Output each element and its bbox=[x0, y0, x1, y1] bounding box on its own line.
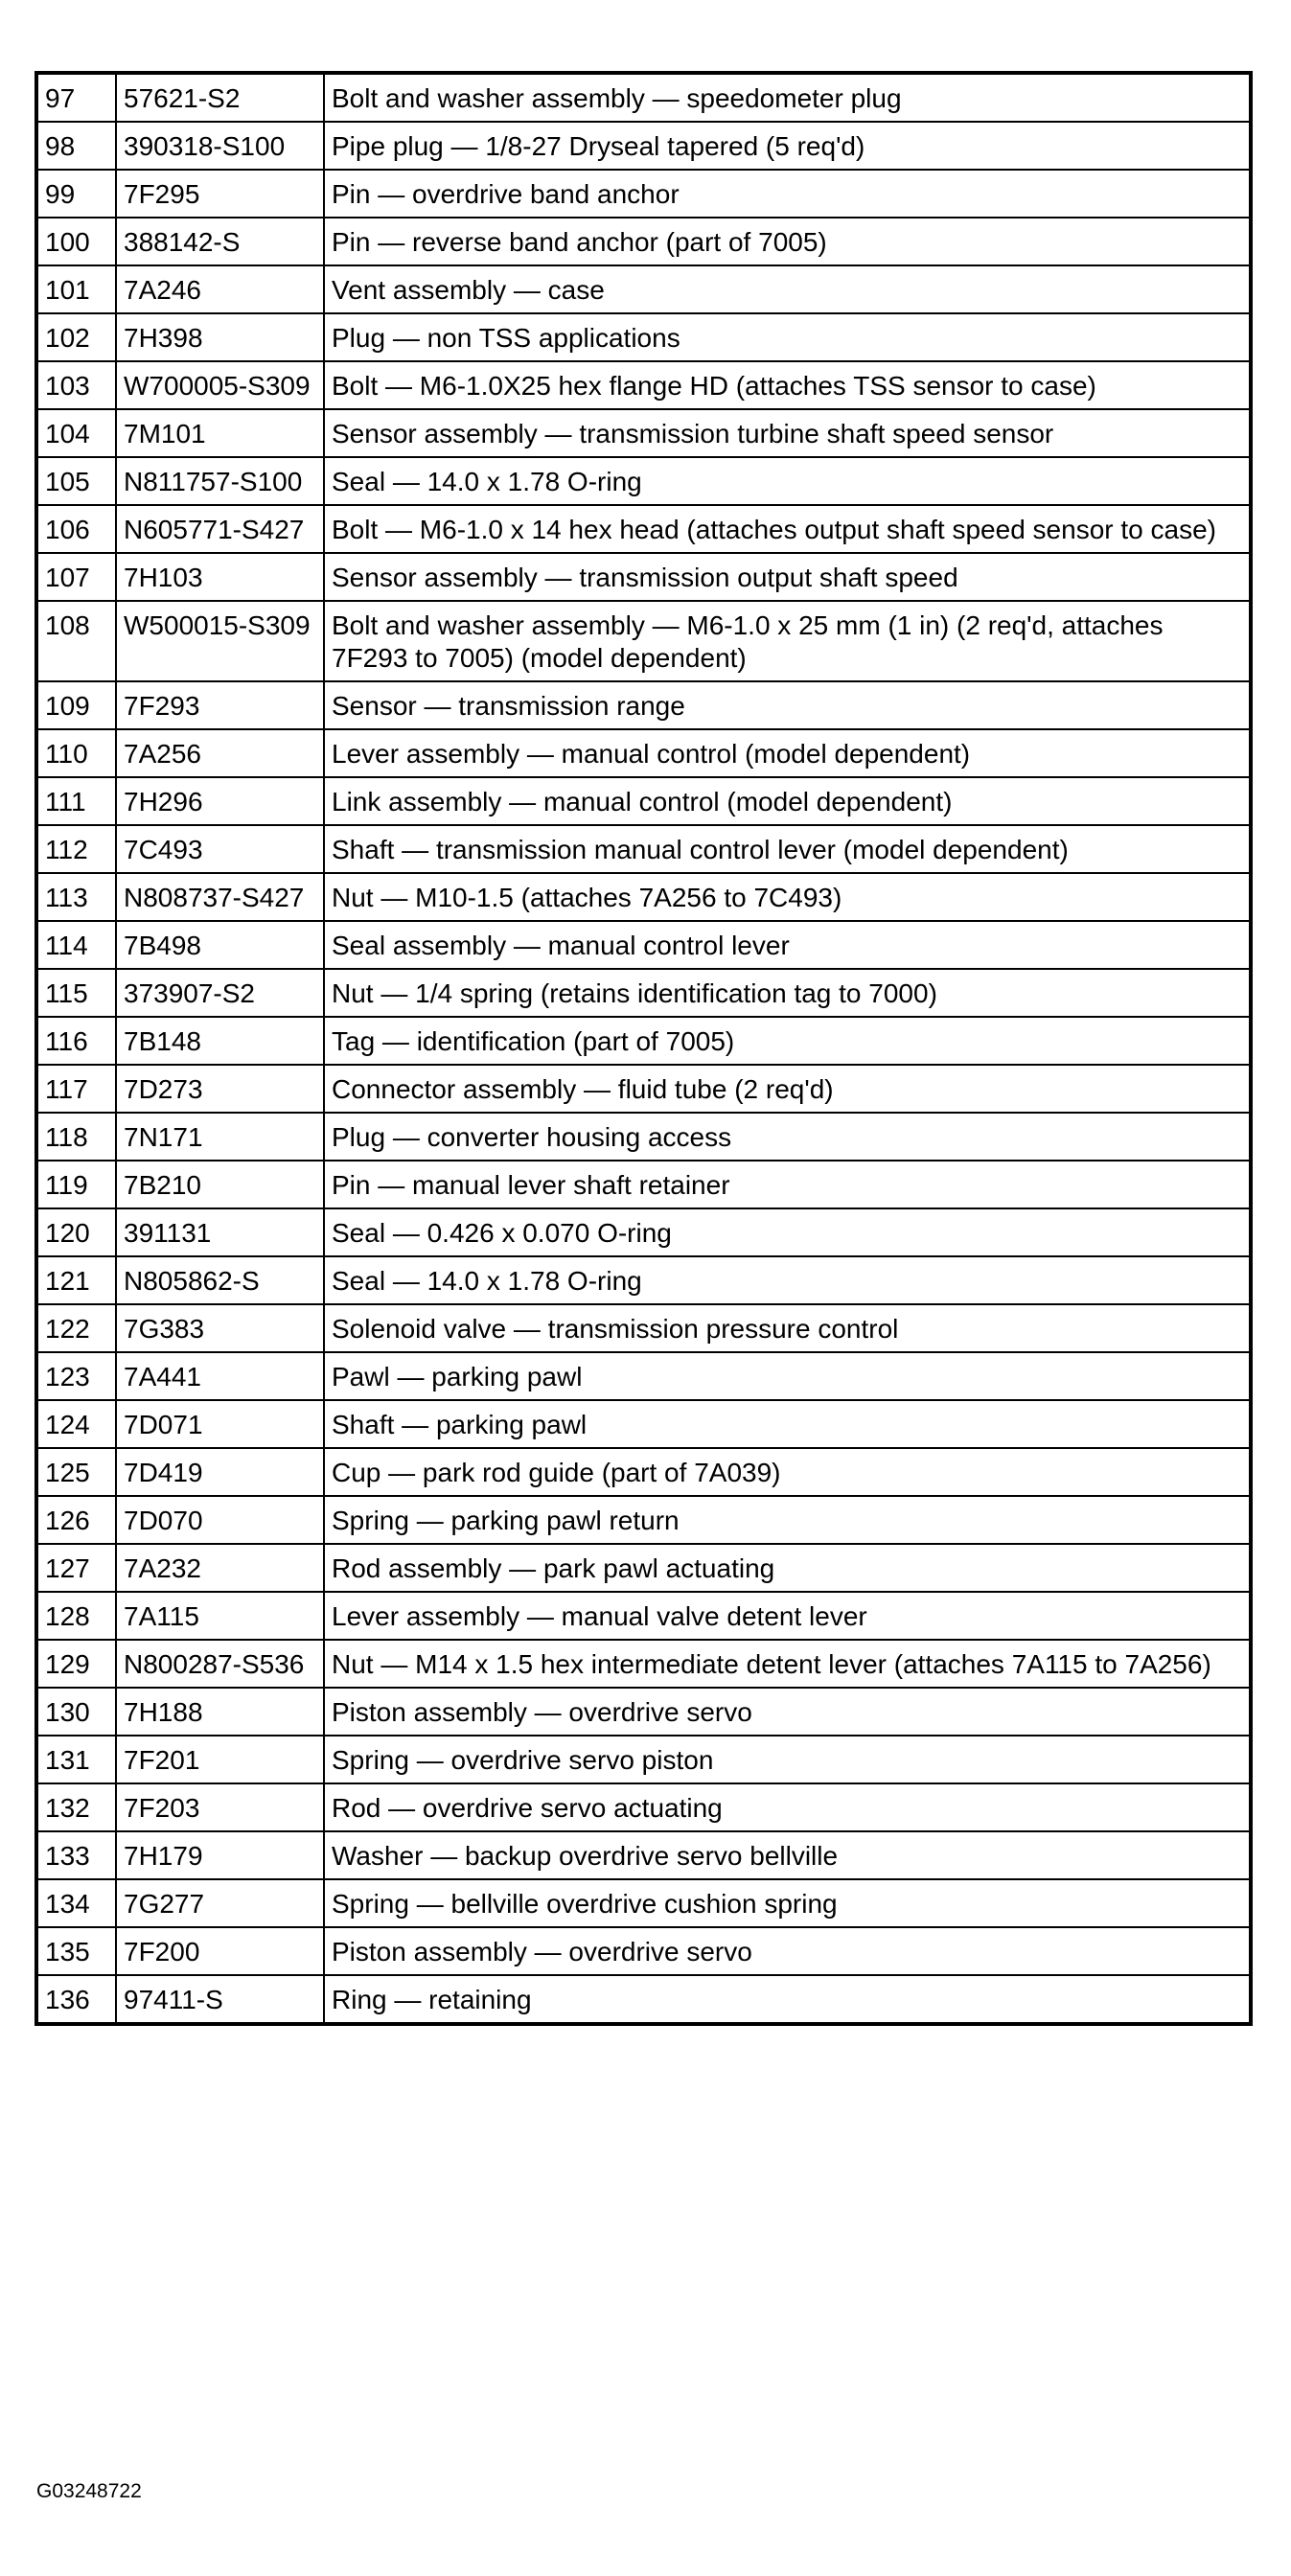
part-number-cell: 7D070 bbox=[116, 1496, 324, 1544]
part-number-cell: N605771-S427 bbox=[116, 505, 324, 553]
item-number-cell: 111 bbox=[36, 777, 116, 825]
part-number-cell: 373907-S2 bbox=[116, 969, 324, 1017]
description-cell: Sensor — transmission range bbox=[324, 681, 1251, 729]
description-cell: Rod — overdrive servo actuating bbox=[324, 1783, 1251, 1831]
part-number-cell: 7F201 bbox=[116, 1736, 324, 1783]
part-number-cell: 7B210 bbox=[116, 1161, 324, 1208]
table-row bbox=[36, 825, 1251, 873]
description-cell: Piston assembly — overdrive servo bbox=[324, 1688, 1251, 1736]
part-number-cell: 7N171 bbox=[116, 1113, 324, 1161]
description-cell: Spring — overdrive servo piston bbox=[324, 1736, 1251, 1783]
table-row bbox=[36, 1879, 1251, 1927]
table-row bbox=[36, 729, 1251, 777]
description-cell: Spring — parking pawl return bbox=[324, 1496, 1251, 1544]
part-number-cell: N811757-S100 bbox=[116, 457, 324, 505]
item-number-cell: 117 bbox=[36, 1065, 116, 1113]
description-cell: Link assembly — manual control (model dependent) bbox=[324, 777, 1251, 825]
table-row bbox=[36, 1208, 1251, 1256]
part-number-cell: 7H398 bbox=[116, 313, 324, 361]
table-row bbox=[36, 969, 1251, 1017]
table-row bbox=[36, 1113, 1251, 1161]
part-number-cell: 7A256 bbox=[116, 729, 324, 777]
item-number-cell: 127 bbox=[36, 1544, 116, 1592]
part-number-cell: 7F200 bbox=[116, 1927, 324, 1975]
description-cell: Bolt — M6-1.0X25 hex flange HD (attaches TSS sensor to case) bbox=[324, 361, 1251, 409]
part-number-cell: 57621-S2 bbox=[116, 73, 324, 122]
item-number-cell: 98 bbox=[36, 122, 116, 170]
description-cell: Seal — 14.0 x 1.78 O-ring bbox=[324, 1256, 1251, 1304]
part-number-cell: 7A232 bbox=[116, 1544, 324, 1592]
description-cell: Pin — reverse band anchor (part of 7005) bbox=[324, 218, 1251, 265]
table-row bbox=[36, 265, 1251, 313]
part-number-cell: 7G383 bbox=[116, 1304, 324, 1352]
description-cell: Rod assembly — park pawl actuating bbox=[324, 1544, 1251, 1592]
description-cell: Lever assembly — manual valve detent lever bbox=[324, 1592, 1251, 1640]
item-number-cell: 107 bbox=[36, 553, 116, 601]
part-number-cell: 7C493 bbox=[116, 825, 324, 873]
description-cell: Nut — M14 x 1.5 hex intermediate detent lever (attaches 7A115 to 7A256) bbox=[324, 1640, 1251, 1688]
description-cell: Lever assembly — manual control (model dependent) bbox=[324, 729, 1251, 777]
item-number-cell: 105 bbox=[36, 457, 116, 505]
item-number-cell: 102 bbox=[36, 313, 116, 361]
item-number-cell: 109 bbox=[36, 681, 116, 729]
description-cell: Shaft — transmission manual control lever (model dependent) bbox=[324, 825, 1251, 873]
part-number-cell: 7H179 bbox=[116, 1831, 324, 1879]
table-row bbox=[36, 1352, 1251, 1400]
table-row bbox=[36, 1496, 1251, 1544]
item-number-cell: 129 bbox=[36, 1640, 116, 1688]
table-row bbox=[36, 601, 1251, 681]
item-number-cell: 108 bbox=[36, 601, 116, 681]
table-row bbox=[36, 1688, 1251, 1736]
part-number-cell: 7F295 bbox=[116, 170, 324, 218]
table-row bbox=[36, 681, 1251, 729]
description-cell: Nut — M10-1.5 (attaches 7A256 to 7C493) bbox=[324, 873, 1251, 921]
table-row bbox=[36, 1544, 1251, 1592]
item-number-cell: 125 bbox=[36, 1448, 116, 1496]
part-number-cell: 7B498 bbox=[116, 921, 324, 969]
table-row bbox=[36, 361, 1251, 409]
table-row bbox=[36, 1256, 1251, 1304]
item-number-cell: 115 bbox=[36, 969, 116, 1017]
description-cell: Solenoid valve — transmission pressure control bbox=[324, 1304, 1251, 1352]
part-number-cell: 391131 bbox=[116, 1208, 324, 1256]
part-number-cell: 7H188 bbox=[116, 1688, 324, 1736]
table-row bbox=[36, 553, 1251, 601]
item-number-cell: 106 bbox=[36, 505, 116, 553]
item-number-cell: 97 bbox=[36, 73, 116, 122]
description-cell: Vent assembly — case bbox=[324, 265, 1251, 313]
part-number-cell: 7D071 bbox=[116, 1400, 324, 1448]
item-number-cell: 114 bbox=[36, 921, 116, 969]
table-row bbox=[36, 1736, 1251, 1783]
table-row bbox=[36, 1065, 1251, 1113]
description-cell: Pin — overdrive band anchor bbox=[324, 170, 1251, 218]
description-cell: Seal — 0.426 x 0.070 O-ring bbox=[324, 1208, 1251, 1256]
table-row bbox=[36, 1592, 1251, 1640]
item-number-cell: 132 bbox=[36, 1783, 116, 1831]
table-row bbox=[36, 777, 1251, 825]
item-number-cell: 136 bbox=[36, 1975, 116, 2024]
item-number-cell: 101 bbox=[36, 265, 116, 313]
part-number-cell: 7A441 bbox=[116, 1352, 324, 1400]
item-number-cell: 128 bbox=[36, 1592, 116, 1640]
table-row bbox=[36, 1975, 1251, 2024]
table-row bbox=[36, 122, 1251, 170]
part-number-cell: 7F203 bbox=[116, 1783, 324, 1831]
description-cell: Connector assembly — fluid tube (2 req'd) bbox=[324, 1065, 1251, 1113]
item-number-cell: 112 bbox=[36, 825, 116, 873]
item-number-cell: 104 bbox=[36, 409, 116, 457]
description-cell: Shaft — parking pawl bbox=[324, 1400, 1251, 1448]
table-row bbox=[36, 409, 1251, 457]
part-number-cell: 97411-S bbox=[116, 1975, 324, 2024]
part-number-cell: 7D273 bbox=[116, 1065, 324, 1113]
part-number-cell: 7A115 bbox=[116, 1592, 324, 1640]
item-number-cell: 119 bbox=[36, 1161, 116, 1208]
part-number-cell: 7A246 bbox=[116, 265, 324, 313]
part-number-cell: 7M101 bbox=[116, 409, 324, 457]
item-number-cell: 118 bbox=[36, 1113, 116, 1161]
part-number-cell: N808737-S427 bbox=[116, 873, 324, 921]
figure-id: G03248722 bbox=[36, 2480, 142, 2502]
description-cell: Bolt and washer assembly — speedometer plug bbox=[324, 73, 1251, 122]
item-number-cell: 130 bbox=[36, 1688, 116, 1736]
table-row bbox=[36, 921, 1251, 969]
table-row bbox=[36, 1017, 1251, 1065]
description-cell: Pipe plug — 1/8-27 Dryseal tapered (5 req'd) bbox=[324, 122, 1251, 170]
part-number-cell: 7D419 bbox=[116, 1448, 324, 1496]
table-row bbox=[36, 1400, 1251, 1448]
description-cell: Spring — bellville overdrive cushion spring bbox=[324, 1879, 1251, 1927]
part-number-cell: 7B148 bbox=[116, 1017, 324, 1065]
part-number-cell: 7G277 bbox=[116, 1879, 324, 1927]
item-number-cell: 120 bbox=[36, 1208, 116, 1256]
part-number-cell: 7H103 bbox=[116, 553, 324, 601]
table-row bbox=[36, 73, 1251, 122]
table-row bbox=[36, 1640, 1251, 1688]
item-number-cell: 121 bbox=[36, 1256, 116, 1304]
table-row bbox=[36, 1304, 1251, 1352]
item-number-cell: 110 bbox=[36, 729, 116, 777]
description-cell: Plug — non TSS applications bbox=[324, 313, 1251, 361]
part-number-cell: 388142-S bbox=[116, 218, 324, 265]
part-number-cell: N800287-S536 bbox=[116, 1640, 324, 1688]
item-number-cell: 135 bbox=[36, 1927, 116, 1975]
parts-table-body bbox=[36, 73, 1251, 2024]
description-cell: Ring — retaining bbox=[324, 1975, 1251, 2024]
item-number-cell: 116 bbox=[36, 1017, 116, 1065]
description-cell: Cup — park rod guide (part of 7A039) bbox=[324, 1448, 1251, 1496]
table-row bbox=[36, 1927, 1251, 1975]
item-number-cell: 103 bbox=[36, 361, 116, 409]
item-number-cell: 126 bbox=[36, 1496, 116, 1544]
item-number-cell: 124 bbox=[36, 1400, 116, 1448]
item-number-cell: 133 bbox=[36, 1831, 116, 1879]
description-cell: Pawl — parking pawl bbox=[324, 1352, 1251, 1400]
item-number-cell: 113 bbox=[36, 873, 116, 921]
table-row bbox=[36, 505, 1251, 553]
part-number-cell: N805862-S bbox=[116, 1256, 324, 1304]
table-row bbox=[36, 218, 1251, 265]
part-number-cell: 390318-S100 bbox=[116, 122, 324, 170]
table-row bbox=[36, 170, 1251, 218]
table-row bbox=[36, 873, 1251, 921]
description-cell: Tag — identification (part of 7005) bbox=[324, 1017, 1251, 1065]
description-cell: Nut — 1/4 spring (retains identification tag to 7000) bbox=[324, 969, 1251, 1017]
description-cell: Pin — manual lever shaft retainer bbox=[324, 1161, 1251, 1208]
table-row bbox=[36, 1448, 1251, 1496]
table-row bbox=[36, 1161, 1251, 1208]
item-number-cell: 99 bbox=[36, 170, 116, 218]
item-number-cell: 134 bbox=[36, 1879, 116, 1927]
item-number-cell: 131 bbox=[36, 1736, 116, 1783]
part-number-cell: 7F293 bbox=[116, 681, 324, 729]
table-row bbox=[36, 313, 1251, 361]
part-number-cell: W500015-S309 bbox=[116, 601, 324, 681]
description-cell: Seal assembly — manual control lever bbox=[324, 921, 1251, 969]
description-cell: Washer — backup overdrive servo bellville bbox=[324, 1831, 1251, 1879]
description-cell: Bolt — M6-1.0 x 14 hex head (attaches output shaft speed sensor to case) bbox=[324, 505, 1251, 553]
description-cell: Piston assembly — overdrive servo bbox=[324, 1927, 1251, 1975]
table-row bbox=[36, 457, 1251, 505]
part-number-cell: 7H296 bbox=[116, 777, 324, 825]
description-cell: Sensor assembly — transmission output shaft speed bbox=[324, 553, 1251, 601]
description-cell: Plug — converter housing access bbox=[324, 1113, 1251, 1161]
part-number-cell: W700005-S309 bbox=[116, 361, 324, 409]
description-cell: Sensor assembly — transmission turbine shaft speed sensor bbox=[324, 409, 1251, 457]
table-row bbox=[36, 1783, 1251, 1831]
description-cell: Bolt and washer assembly — M6-1.0 x 25 mm (1 in) (2 req'd, attaches 7F293 to 7005) (model dependent) bbox=[324, 601, 1251, 681]
table-row bbox=[36, 1831, 1251, 1879]
description-cell: Seal — 14.0 x 1.78 O-ring bbox=[324, 457, 1251, 505]
item-number-cell: 100 bbox=[36, 218, 116, 265]
item-number-cell: 122 bbox=[36, 1304, 116, 1352]
item-number-cell: 123 bbox=[36, 1352, 116, 1400]
parts-table bbox=[35, 71, 1253, 2026]
